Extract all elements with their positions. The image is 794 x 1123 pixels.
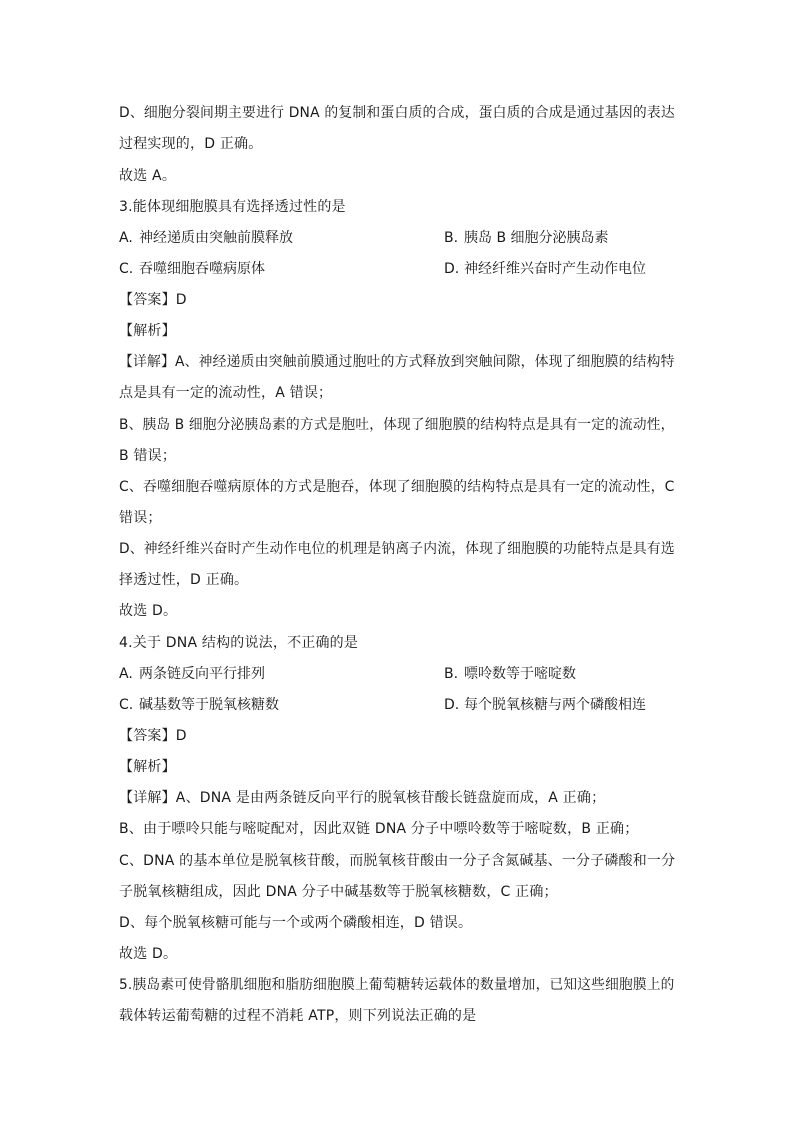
q3-option-b (444, 228, 609, 248)
text-line: B 错误； (119, 448, 177, 464)
option-text: 每个脱氧核糖与两个磷酸相连 (464, 697, 646, 713)
analysis-heading: 【解析】 (119, 323, 176, 339)
option-text: 碱基数等于脱氧核糖数 (139, 697, 279, 713)
text-line: D、神经纤维兴奋时产生动作电位的机理是钠离子内流，体现了细胞膜的功能特点是具有选 (119, 541, 675, 557)
option-text: 两条链反向平行排列 (139, 666, 265, 682)
text-line: C、吞噬细胞吞噬病原体的方式是胞吞，体现了细胞膜的结构特点是具有一定的流动性，C (119, 479, 675, 495)
text-line: 故选 D。 (119, 946, 178, 962)
option-label: B. (444, 666, 459, 682)
q4-option-a (119, 664, 265, 684)
q4-option-c (119, 695, 279, 715)
option-text: 神经纤维兴奋时产生动作电位 (464, 261, 646, 277)
text-line: D、每个脱氧核糖可能与一个或两个磷酸相连，D 错误。 (119, 915, 473, 931)
text-line: 【详解】A、DNA 是由两条链反向平行的脱氧核苷酸长链盘旋而成，A 正确； (119, 790, 606, 806)
option-text: 嘌呤数等于嘧啶数 (464, 666, 576, 682)
q3-option-c (119, 259, 265, 279)
option-label: B. (444, 230, 459, 246)
q4-option-b (444, 664, 576, 684)
option-text: 吞噬细胞吞噬病原体 (139, 261, 265, 277)
question-4-stem: 4.关于 DNA 结构的说法，不正确的是 (119, 635, 359, 651)
answer-line: 【答案】D (119, 728, 187, 744)
analysis-heading: 【解析】 (119, 759, 176, 775)
text-line: 【详解】A、神经递质由突触前膜通过胞吐的方式释放到突触间隙，体现了细胞膜的结构特 (119, 354, 675, 370)
text-line: 过程实现的，D 正确。 (119, 136, 263, 152)
option-text: 胰岛 B 细胞分泌胰岛素 (464, 230, 609, 246)
option-label: A. (119, 666, 133, 682)
option-label: C. (119, 261, 134, 277)
text-line: 错误； (119, 510, 162, 526)
text-line: 故选 A。 (119, 168, 177, 184)
text-line: 载体转运葡萄糖的过程不消耗 ATP，则下列说法正确的是 (119, 1008, 477, 1024)
text-line: 择透过性，D 正确。 (119, 572, 249, 588)
text-line: D、细胞分裂间期主要进行 DNA 的复制和蛋白质的合成，蛋白质的合成是通过基因的表达 (119, 105, 675, 121)
text-line: 子脱氧核糖组成，因此 DNA 分子中碱基数等于脱氧核糖数，C 正确； (119, 884, 558, 900)
text-line: 故选 D。 (119, 603, 178, 619)
text-line: B、胰岛 B 细胞分泌胰岛素的方式是胞吐，体现了细胞膜的结构特点是具有一定的流动性， (119, 417, 675, 433)
text-line: 点是具有一定的流动性，A 错误； (119, 385, 333, 401)
option-label: D. (444, 697, 460, 713)
question-3-stem: 3.能体现细胞膜具有选择透过性的是 (119, 199, 346, 215)
q3-option-a (119, 228, 293, 248)
option-label: C. (119, 697, 134, 713)
text-line: B、由于嘌呤只能与嘧啶配对，因此双链 DNA 分子中嘌呤数等于嘧啶数，B 正确； (119, 821, 639, 837)
option-label: A. (119, 230, 133, 246)
option-label: D. (444, 261, 460, 277)
q3-option-d (444, 259, 646, 279)
q4-option-d (444, 695, 646, 715)
question-5-stem: 5.胰岛素可使骨骼肌细胞和脂肪细胞膜上葡萄糖转运载体的数量增加，已知这些细胞膜上的 (119, 977, 675, 993)
answer-line: 【答案】D (119, 292, 187, 308)
text-line: C、DNA 的基本单位是脱氧核苷酸，而脱氧核苷酸由一分子含氮碱基、一分子磷酸和一分 (119, 853, 676, 869)
option-text: 神经递质由突触前膜释放 (139, 230, 293, 246)
